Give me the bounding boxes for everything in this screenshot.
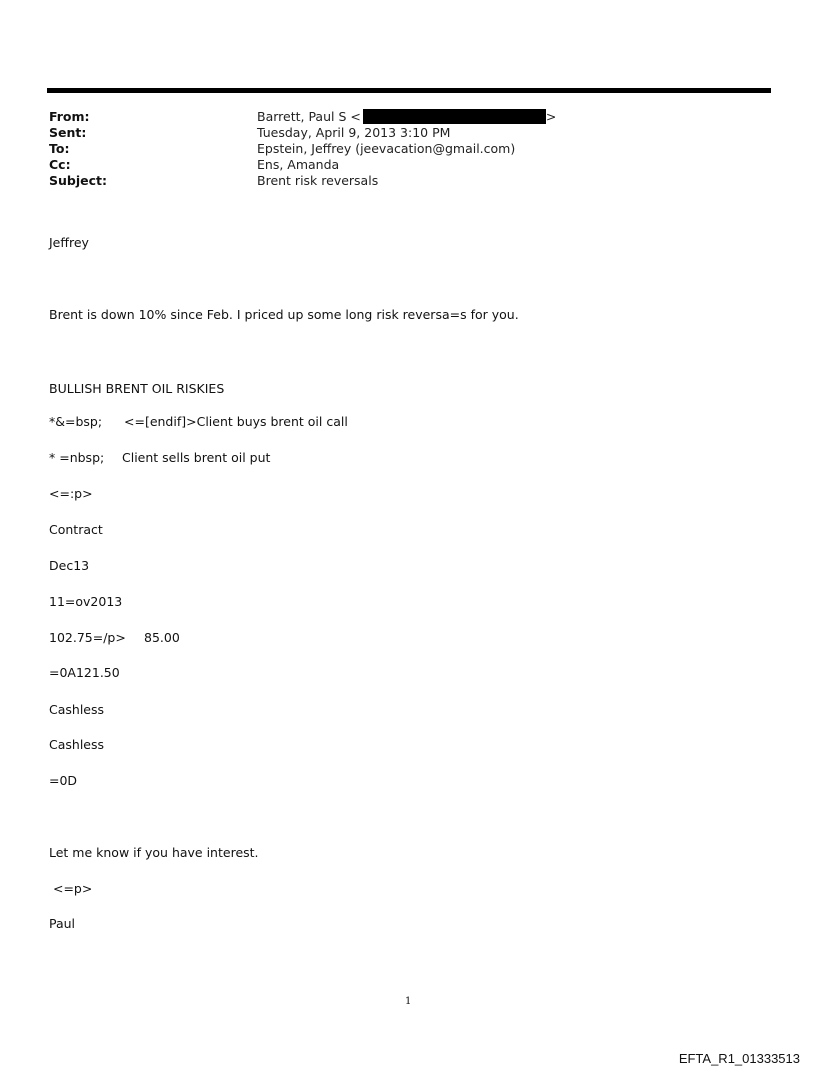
from-name: Barrett, Paul S < (257, 109, 361, 124)
redaction-block (363, 109, 546, 124)
line-p2: <=p> (49, 881, 93, 896)
strike-3: =0A121.50 (49, 665, 120, 680)
bullet1-marker: *&=bsp; (49, 414, 103, 429)
expiry: 11=ov2013 (49, 594, 123, 609)
bullet2-text: Client sells brent oil put (122, 450, 271, 465)
cashless-2: Cashless (49, 737, 105, 752)
cashless-1: Cashless (49, 702, 105, 717)
strike-2: 85.00 (144, 630, 180, 645)
subject-value: Brent risk reversals (257, 173, 379, 188)
bullet1-text: <=[endif]>Client buys brent oil call (124, 414, 348, 429)
sent-value: Tuesday, April 9, 2013 3:10 PM (257, 125, 451, 140)
from-label: From: (49, 109, 90, 124)
header-rule (47, 88, 771, 93)
from-value (257, 109, 556, 125)
subject-label: Subject: (49, 173, 107, 188)
closing-text: Let me know if you have interest. (49, 845, 259, 860)
cc-label: Cc: (49, 157, 71, 172)
line-0d: =0D (49, 773, 78, 788)
line-p: <=:p> (49, 486, 93, 501)
from-suffix: > (545, 109, 557, 124)
signature: Paul (49, 916, 76, 931)
contract: Contract (49, 522, 103, 537)
section-heading: BULLISH BRENT OIL RISKIES (49, 381, 225, 396)
contract-month: Dec13 (49, 558, 90, 573)
strike-1: 102.75=/p> (49, 630, 126, 645)
to-value: Epstein, Jeffrey (jeevacation@gmail.com) (257, 141, 516, 156)
greeting: Jeffrey (49, 235, 89, 250)
page-number: 1 (405, 996, 412, 1007)
to-label: To: (49, 141, 70, 156)
intro-text: Brent is down 10% since Feb. I priced up some long risk reversa=s for you. (49, 307, 519, 322)
cc-value: Ens, Amanda (257, 157, 340, 172)
bullet2-marker: * =nbsp; (49, 450, 105, 465)
document-id: EFTA_R1_01333513 (678, 1051, 800, 1066)
sent-label: Sent: (49, 125, 87, 140)
